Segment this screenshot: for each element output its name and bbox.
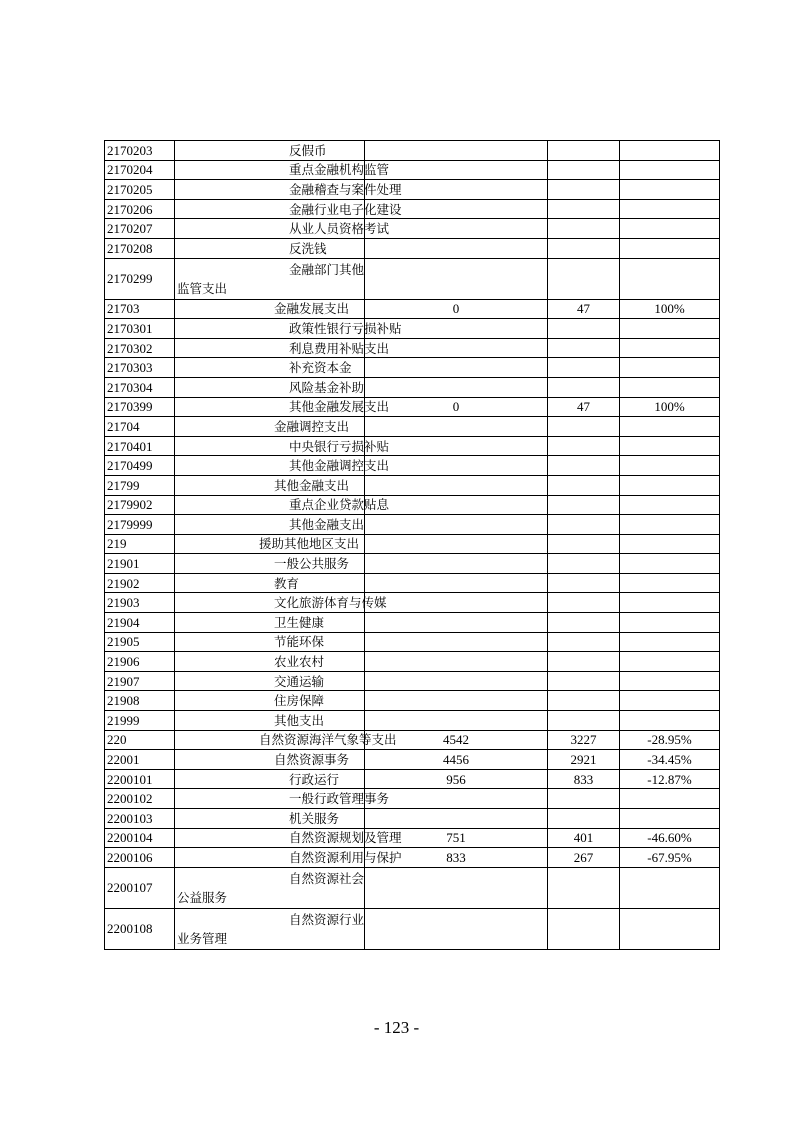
row-value-b [548, 358, 620, 378]
row-value-c [620, 809, 720, 829]
table-row [105, 160, 720, 180]
row-value-a [365, 495, 548, 515]
row-name: 政策性银行亏损补贴 [175, 319, 365, 339]
row-name: 节能环保 [175, 632, 365, 652]
row-value-c [620, 199, 720, 219]
row-value-b [548, 573, 620, 593]
row-name: 其他金融支出 [175, 475, 365, 495]
row-name: 金融部门其他监管支出 [175, 258, 365, 299]
row-name: 金融调控支出 [175, 417, 365, 437]
row-value-c [620, 338, 720, 358]
row-value-c [620, 436, 720, 456]
table-row [105, 436, 720, 456]
row-value-c [620, 358, 720, 378]
table-row [105, 554, 720, 574]
row-value-c [620, 908, 720, 949]
row-value-a [365, 377, 548, 397]
row-value-a [365, 632, 548, 652]
row-value-a [365, 593, 548, 613]
row-value-a [365, 219, 548, 239]
row-value-b [548, 219, 620, 239]
row-value-c [620, 711, 720, 731]
table-row [105, 632, 720, 652]
row-value-c: -12.87% [620, 769, 720, 789]
row-value-a: 0 [365, 299, 548, 319]
row-code: 219 [105, 534, 175, 554]
row-value-b [548, 141, 620, 161]
row-value-c [620, 456, 720, 476]
row-value-a [365, 908, 548, 949]
row-code: 2170299 [105, 258, 175, 299]
row-value-a [365, 258, 548, 299]
row-name: 其他支出 [175, 711, 365, 731]
row-code: 21901 [105, 554, 175, 574]
row-value-c [620, 691, 720, 711]
table-row [105, 908, 720, 949]
row-code: 21704 [105, 417, 175, 437]
row-value-a: 956 [365, 769, 548, 789]
row-value-c [620, 554, 720, 574]
row-value-a [365, 573, 548, 593]
row-value-a [365, 160, 548, 180]
row-value-c [620, 515, 720, 535]
row-code: 21799 [105, 475, 175, 495]
row-code: 21903 [105, 593, 175, 613]
row-name: 利息费用补贴支出 [175, 338, 365, 358]
row-name: 其他金融调控支出 [175, 456, 365, 476]
table-row [105, 258, 720, 299]
row-value-a: 833 [365, 848, 548, 868]
row-value-b: 2921 [548, 750, 620, 770]
row-code: 220 [105, 730, 175, 750]
row-code: 2170203 [105, 141, 175, 161]
row-code: 2200107 [105, 867, 175, 908]
row-value-b [548, 338, 620, 358]
row-value-b [548, 613, 620, 633]
row-value-a [365, 867, 548, 908]
row-value-b: 47 [548, 397, 620, 417]
table-row [105, 180, 720, 200]
table-row [105, 397, 720, 417]
row-value-b [548, 456, 620, 476]
table-row [105, 299, 720, 319]
table-row [105, 219, 720, 239]
row-code: 21908 [105, 691, 175, 711]
table-row [105, 141, 720, 161]
row-value-b [548, 691, 620, 711]
row-name: 住房保障 [175, 691, 365, 711]
row-name: 自然资源社会公益服务 [175, 867, 365, 908]
row-value-b [548, 417, 620, 437]
row-value-a [365, 691, 548, 711]
row-code: 2170206 [105, 199, 175, 219]
row-name: 一般公共服务 [175, 554, 365, 574]
row-value-c: -46.60% [620, 828, 720, 848]
row-value-b [548, 160, 620, 180]
row-value-c [620, 573, 720, 593]
row-value-a [365, 141, 548, 161]
row-code: 2170399 [105, 397, 175, 417]
row-name: 农业农村 [175, 652, 365, 672]
table-row [105, 769, 720, 789]
row-value-c [620, 534, 720, 554]
row-code: 2179999 [105, 515, 175, 535]
row-name: 交通运输 [175, 671, 365, 691]
table-row [105, 593, 720, 613]
row-name: 中央银行亏损补贴 [175, 436, 365, 456]
row-value-a [365, 456, 548, 476]
row-value-a [365, 613, 548, 633]
row-code: 21902 [105, 573, 175, 593]
table-row [105, 730, 720, 750]
row-value-a [365, 358, 548, 378]
row-value-c [620, 417, 720, 437]
row-name: 文化旅游体育与传媒 [175, 593, 365, 613]
row-value-a: 0 [365, 397, 548, 417]
row-value-b [548, 238, 620, 258]
row-name: 重点企业贷款贴息 [175, 495, 365, 515]
row-code: 21907 [105, 671, 175, 691]
row-value-c [620, 258, 720, 299]
row-code: 2200108 [105, 908, 175, 949]
table-row [105, 867, 720, 908]
row-code: 2170205 [105, 180, 175, 200]
row-code: 2170302 [105, 338, 175, 358]
row-value-c [620, 789, 720, 809]
row-value-b: 267 [548, 848, 620, 868]
row-code: 21904 [105, 613, 175, 633]
row-name: 从业人员资格考试 [175, 219, 365, 239]
row-code: 21906 [105, 652, 175, 672]
row-value-b [548, 377, 620, 397]
row-value-b [548, 632, 620, 652]
row-value-c: 100% [620, 299, 720, 319]
row-name: 自然资源规划及管理 [175, 828, 365, 848]
row-name: 自然资源行业业务管理 [175, 908, 365, 949]
table-row [105, 573, 720, 593]
row-value-b [548, 319, 620, 339]
row-value-b [548, 495, 620, 515]
row-code: 21905 [105, 632, 175, 652]
row-name: 其他金融支出 [175, 515, 365, 535]
row-value-b [548, 554, 620, 574]
row-value-a: 4456 [365, 750, 548, 770]
row-code: 2200104 [105, 828, 175, 848]
row-value-a [365, 671, 548, 691]
row-code: 2200101 [105, 769, 175, 789]
page-number: - 123 - [373, 1018, 420, 1037]
row-name: 金融发展支出 [175, 299, 365, 319]
row-name: 机关服务 [175, 809, 365, 829]
table-row [105, 711, 720, 731]
row-value-b [548, 908, 620, 949]
row-value-c [620, 238, 720, 258]
row-value-b [548, 652, 620, 672]
row-code: 2200103 [105, 809, 175, 829]
row-name: 援助其他地区支出 [175, 534, 365, 554]
row-value-c [620, 377, 720, 397]
row-value-b [548, 534, 620, 554]
row-name: 自然资源利用与保护 [175, 848, 365, 868]
table-row [105, 238, 720, 258]
table-row [105, 515, 720, 535]
row-name: 卫生健康 [175, 613, 365, 633]
row-name: 一般行政管理事务 [175, 789, 365, 809]
row-value-b [548, 475, 620, 495]
row-code: 2170499 [105, 456, 175, 476]
row-code: 2170204 [105, 160, 175, 180]
row-code: 21703 [105, 299, 175, 319]
row-code: 2170303 [105, 358, 175, 378]
row-value-c [620, 593, 720, 613]
row-name: 行政运行 [175, 769, 365, 789]
row-value-b: 833 [548, 769, 620, 789]
table-row [105, 495, 720, 515]
row-value-a [365, 475, 548, 495]
row-value-a [365, 789, 548, 809]
row-code: 2200106 [105, 848, 175, 868]
row-value-b [548, 199, 620, 219]
table-row [105, 691, 720, 711]
row-value-c: -67.95% [620, 848, 720, 868]
row-value-a [365, 534, 548, 554]
row-value-a [365, 554, 548, 574]
table-row [105, 534, 720, 554]
row-value-c [620, 319, 720, 339]
row-code: 2170304 [105, 377, 175, 397]
row-value-b [548, 867, 620, 908]
row-value-c: 100% [620, 397, 720, 417]
row-value-c [620, 160, 720, 180]
row-value-c [620, 671, 720, 691]
table-row [105, 456, 720, 476]
row-value-a [365, 809, 548, 829]
row-value-c [620, 219, 720, 239]
table-row [105, 613, 720, 633]
row-value-b [548, 180, 620, 200]
row-value-a [365, 652, 548, 672]
row-code: 2170208 [105, 238, 175, 258]
row-name: 自然资源海洋气象等支出 [175, 730, 365, 750]
row-value-a [365, 338, 548, 358]
row-value-c [620, 652, 720, 672]
budget-table [104, 140, 720, 950]
table-row [105, 809, 720, 829]
table-row [105, 417, 720, 437]
row-name: 反洗钱 [175, 238, 365, 258]
row-name: 金融稽查与案件处理 [175, 180, 365, 200]
row-value-a [365, 515, 548, 535]
row-name: 风险基金补助 [175, 377, 365, 397]
row-value-c [620, 867, 720, 908]
row-value-a: 751 [365, 828, 548, 848]
row-value-b [548, 789, 620, 809]
row-name: 其他金融发展支出 [175, 397, 365, 417]
row-name: 补充资本金 [175, 358, 365, 378]
row-value-c [620, 475, 720, 495]
row-value-c [620, 613, 720, 633]
table-row [105, 475, 720, 495]
budget-table-body [105, 141, 720, 950]
row-value-a [365, 417, 548, 437]
row-name: 重点金融机构监管 [175, 160, 365, 180]
table-row [105, 377, 720, 397]
table-row [105, 319, 720, 339]
row-value-a [365, 238, 548, 258]
row-value-b [548, 809, 620, 829]
row-value-c: -34.45% [620, 750, 720, 770]
row-value-a: 4542 [365, 730, 548, 750]
table-row [105, 338, 720, 358]
row-name: 教育 [175, 573, 365, 593]
row-code: 2200102 [105, 789, 175, 809]
table-row [105, 671, 720, 691]
row-value-a [365, 436, 548, 456]
row-value-c [620, 180, 720, 200]
row-name: 金融行业电子化建设 [175, 199, 365, 219]
row-value-b [548, 258, 620, 299]
row-code: 22001 [105, 750, 175, 770]
row-value-b: 47 [548, 299, 620, 319]
table-row [105, 358, 720, 378]
row-value-b [548, 436, 620, 456]
row-value-c: -28.95% [620, 730, 720, 750]
row-code: 2179902 [105, 495, 175, 515]
row-value-b [548, 515, 620, 535]
row-value-c [620, 495, 720, 515]
row-name: 反假币 [175, 141, 365, 161]
row-value-c [620, 632, 720, 652]
row-value-b: 401 [548, 828, 620, 848]
row-code: 2170401 [105, 436, 175, 456]
row-value-b [548, 593, 620, 613]
row-value-a [365, 711, 548, 731]
row-value-b [548, 711, 620, 731]
table-row [105, 828, 720, 848]
row-name: 自然资源事务 [175, 750, 365, 770]
table-row [105, 199, 720, 219]
table-row [105, 848, 720, 868]
table-row [105, 750, 720, 770]
row-value-b [548, 671, 620, 691]
row-value-b: 3227 [548, 730, 620, 750]
row-code: 2170207 [105, 219, 175, 239]
table-row [105, 789, 720, 809]
row-code: 2170301 [105, 319, 175, 339]
row-code: 21999 [105, 711, 175, 731]
table-row [105, 652, 720, 672]
row-value-c [620, 141, 720, 161]
